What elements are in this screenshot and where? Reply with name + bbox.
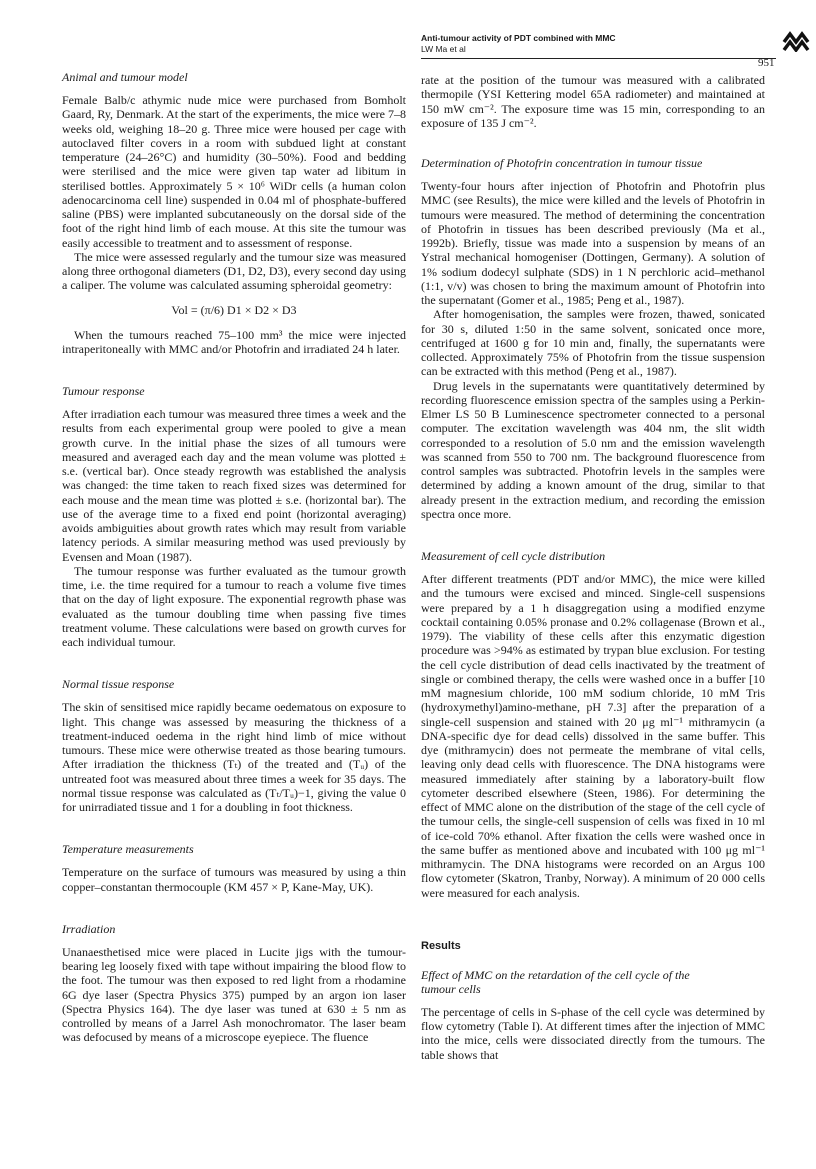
section-temperature bbox=[62, 842, 406, 894]
paragraph: The tumour response was further evaluated as the tumour growth time, i.e. the time required for a tumour to reach a volume five times that on the day of light exposure. The exponential regrowth phase was evaluated as the tumour doubling time when passing five times treatment volume. These calculations were based on growth curves for each individual tumour. bbox=[62, 563, 406, 649]
right-column bbox=[421, 73, 765, 1062]
section-cell-cycle bbox=[421, 549, 765, 900]
paragraph: Unanaesthetised mice were placed in Lucite jigs with the tumour-bearing leg loosely fixed with tape without impairing the blood flow to the foot. The tumour was then exposed to red light from a rhodamine 6G dye laser (Spectra Physics 375) pumped by an argon ion laser (Spectra Physics 164). The dye laser was tuned at 630 ± 5 nm as controlled by means of a Jarrel Ash monochromator. The laser beam was defocused by means of a microscope eyepiece. The fluence bbox=[62, 944, 406, 1045]
section-photofrin-concentration bbox=[421, 156, 765, 521]
paragraph: Temperature on the surface of tumours was measured by using a thin copper–constantan thermocouple (KM 457 × P, Kane-May, UK). bbox=[62, 865, 406, 894]
page-number: 951 bbox=[758, 57, 775, 69]
section-heading: Normal tissue response bbox=[62, 677, 175, 692]
section-heading: Measurement of cell cycle distribution bbox=[421, 549, 606, 563]
paragraph: The skin of sensitised mice rapidly became oedematous on exposure to light. This change was assessed by measuring the thickness of a treatment-induced oedema in the right hind limb of mice without tumours. These mice were otherwise treated as those bearing tumours. After irradiation the thickness (Tₜ) of the treated and (Tᵤ) of the untreated foot was measured about three times a week for 35 days. The normal tissue response was calculated as (Tₜ/Tᵤ)−1, giving the value 0 for unirradiated tissue and 1 for a doubling in foot thickness. bbox=[62, 700, 406, 814]
left-column bbox=[62, 70, 406, 1045]
running-header bbox=[421, 33, 616, 55]
results-heading: Results bbox=[421, 939, 461, 952]
section-heading: Effect of MMC on the retardation of the cell cycle of the tumour cells bbox=[421, 967, 690, 996]
section-irradiation bbox=[62, 922, 406, 1045]
section-results bbox=[421, 940, 765, 1062]
paragraph: Twenty-four hours after injection of Photofrin and Photofrin plus MMC (see Results), the mice were killed and the levels of Photofrin in tumours were measured. The method of determining the concentration of Photofrin in tissues has been described previously (Ma et al., 1992b). Briefly, tissue was made into a suspension by means of an Ystral mechanical homogeniser (Dottingen, Germany). A solution of 1% sodium dodecyl sulphate (SDS) in 1 N perchloric acid–methanol (1:1, v/v) was chosen to bring the maximum amount of Photofrin into the supernatant (Gomer et al., 1985; Peng et al., 1987). bbox=[421, 179, 765, 307]
section-heading: Irradiation bbox=[62, 921, 116, 936]
section-tumour-response bbox=[62, 384, 406, 649]
running-authors: LW Ma et al bbox=[421, 44, 466, 54]
paragraph: After different treatments (PDT and/or MMC), the mice were killed and the tumours were excised and minced. Single-cell suspensions were prepared by a 1 h disaggregation using a modified enzyme cocktail containing 0.05% pronase and 0.2% collagenase (Brown et al., 1979). The viability of these cells after this enzymatic digestion procedure was >94% as estimated by trypan blue exclusion. For testing the cell cycle distribution of dead cells inactivated by the treatment of single or combined therapy, the cells were washed once in a buffer [10 mM magnesium chloride, 100 mM sodium chloride, 10 mM Tris (hydroxymethyl)amino-methane, pH 7.3] after the preparation of a single-cell suspension and stained with 20 μg ml⁻¹ mithramycin (a DNA-specific dye for dead cells) dissolved in the same buffer. This dye (mithramycin) does not permeate the membrane of vital cells, leaving only dead cells with fluorescence. The DNA histograms were measured immediately after staining by a laboratory-built flow cytometer described elsewhere (Steen, 1986). For determining the effect of MMC alone on the distribution of the stage of the cell cycle of the tumour cells, the single-cell suspension of cells was fixed in 10 ml of ice-cold 70% ethanol. After fixation the cells were washed once in the same buffer as mentioned above and incubated with 100 μg ml⁻¹ mithramycin. The DNA histograms were recorded on an Argus 100 flow cytometer (Skatron, Tranby, Norway). A minimum of 20 000 cells were measured for each analysis. bbox=[421, 572, 765, 900]
section-heading: Determination of Photofrin concentration in tumour tissue bbox=[421, 156, 703, 170]
section-animal-model bbox=[62, 70, 406, 356]
section-heading: Tumour response bbox=[62, 384, 145, 398]
journal-logo-icon bbox=[782, 30, 810, 52]
paragraph: Drug levels in the supernatants were quantitatively determined by recording fluorescence emission spectra of the samples using a Perkin-Elmer LS 50 B Luminescence spectrometer connected to a personal computer. The excitation wavelength was 404 nm, the slit width corresponded to a resolution of 5.0 nm and the emission wavelength was scanned from 550 to 700 nm. The background fluorescence from control samples was subtracted. Photofrin levels in the samples were determined by adding a known amount of the drug, similar to that already present in the extraction medium, and recording the emission spectra once more. bbox=[421, 378, 765, 521]
paragraph: The percentage of cells in S-phase of the cell cycle was determined by flow cytometry (Table I). At different times after the injection of MMC into the mice, cells were dissociated directly from the tumours. The table shows that bbox=[421, 1004, 765, 1062]
section-heading: Animal and tumour model bbox=[62, 70, 188, 84]
section-normal-tissue bbox=[62, 677, 406, 814]
paragraph: After homogenisation, the samples were frozen, thawed, sonicated for 30 s, diluted 1:50 in the same solvent, sonicated once more, centrifuged at 1600 g for 10 min and, finally, the supernatants were collected. Approximately 75% of Photofrin from the tissue suspension can be extracted with this method (Peng et al., 1987). bbox=[421, 307, 765, 379]
paragraph: After irradiation each tumour was measured three times a week and the results from each experimental group were pooled to give a mean growth curve. In the initial phase the sizes of all tumours were measured and averaged each day and the mean volume was plotted ± s.e. (vertical bar). Once steady regrowth was established the analysis was changed: the time taken to reach fixed sizes was determined for each mouse and the mean time was plotted ± s.e. (horizontal bar). The use of the average time to a fixed end point (horizontal averaging) avoids ambiguities about growth rates which may result from variable latency periods. A similar measuring method was used previously by Evensen and Moan (1987). bbox=[62, 407, 406, 564]
volume-formula: Vol = (π/6) D1 × D2 × D3 bbox=[171, 302, 297, 317]
paragraph: Female Balb/c athymic nude mice were purchased from Bomholt Gaard, Ry, Denmark. At the start of the experiments, the mice were 7–8 weeks old, weighing 18–20 g. Three mice were housed per cage with autoclaved filter covers in a room with subdued light at constant temperature (24–26°C) and humidity (30–50%). Food and bedding were sterilised and the mice were given tap water ad libitum in sterilised bottles. Approximately 5 × 10⁶ WiDr cells (a human colon adenocarcinoma cell line) suspended in 0.04 ml of phosphate-buffered saline (PBS) were implanted subcutaneously on the dorsal side of the foot of the right hind limb of each mouse. At this site the tumour was easily accessible to treatment and to assessment of response. bbox=[62, 93, 406, 250]
paragraph: When the tumours reached 75–100 mm³ the mice were injected intraperitoneally with MMC and/or Photofrin and irradiated 24 h later. bbox=[62, 327, 406, 356]
paragraph: rate at the position of the tumour was measured with a calibrated thermopile (YSI Kettering model 65A radiometer) and maintained at 150 mW cm⁻². The exposure time was 15 min, corresponding to an exposure of 135 J cm⁻². bbox=[421, 73, 765, 130]
header-rule bbox=[421, 58, 776, 59]
section-heading: Temperature measurements bbox=[62, 842, 194, 857]
paragraph: The mice were assessed regularly and the tumour size was measured along three orthogonal diameters (D1, D2, D3), every second day using a caliper. The volume was calculated assuming spheroidal geometry: bbox=[62, 249, 406, 293]
running-title: Anti-tumour activity of PDT combined with MMC bbox=[421, 33, 616, 43]
